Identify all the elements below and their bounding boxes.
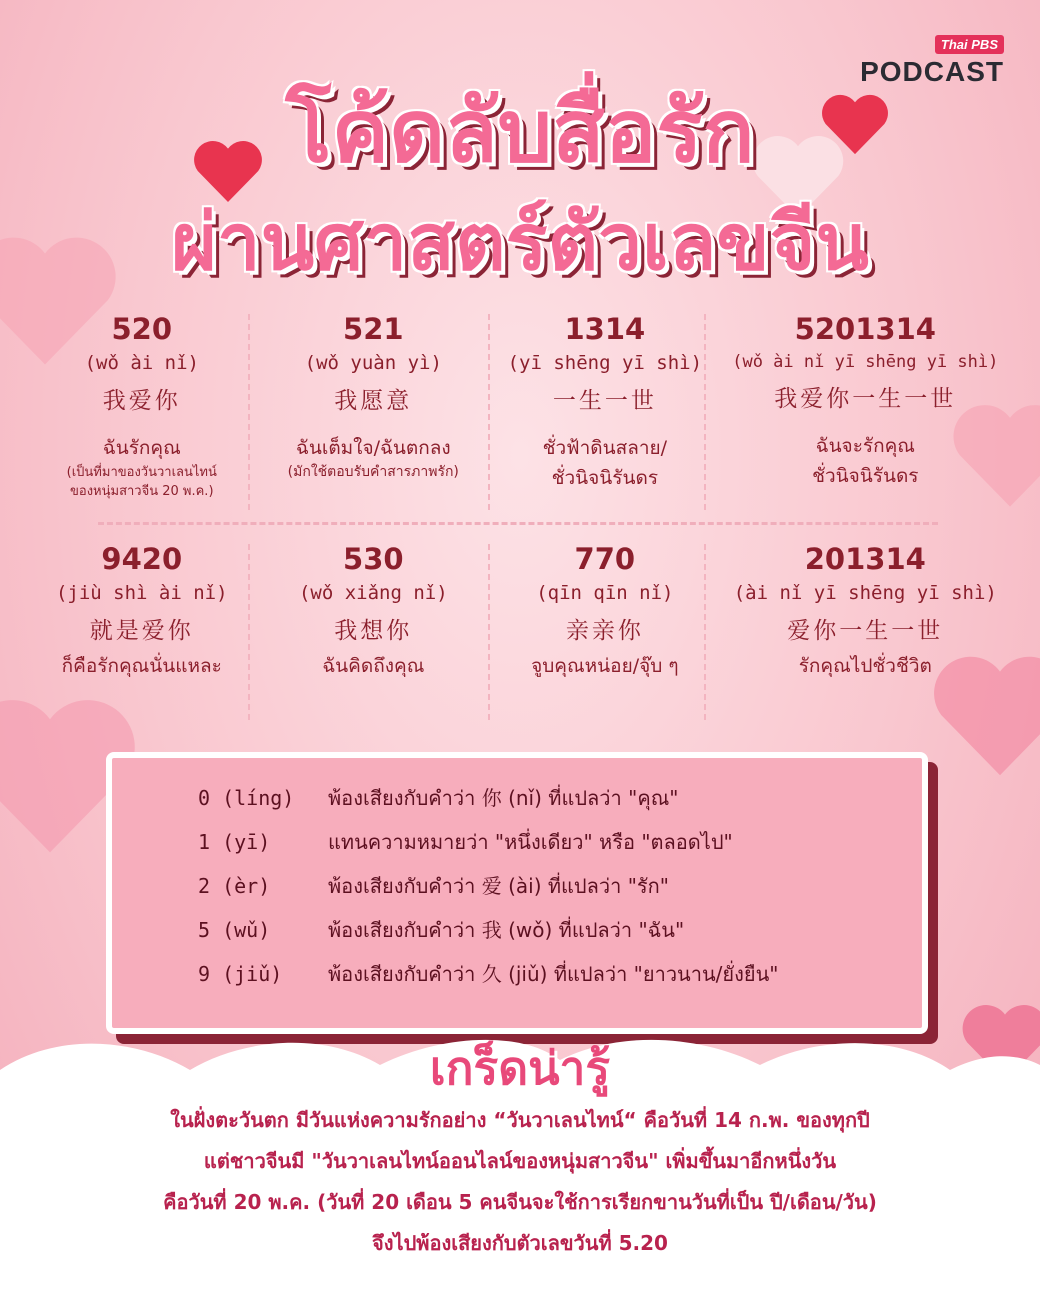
code-row (26, 308, 1010, 516)
code-number: 201314 (804, 542, 926, 576)
code-number: 530 (343, 542, 404, 576)
code-hanzi: 我想你 (334, 618, 413, 644)
code-hanzi: 我爱你 (102, 388, 181, 414)
code-card (721, 538, 1010, 726)
page-title: โค้ดลับสื่อรัก (285, 82, 755, 182)
digit-text: แทนความหมายว่า "หนึ่งเดียว" หรือ "ตลอดไป" (328, 830, 733, 854)
code-pinyin: (wǒ xiǎng nǐ) (298, 582, 448, 604)
code-card (258, 308, 490, 516)
fun-fact-line: แต่ชาวจีนมี "วันวาเลนไทน์ออนไลน์ของหนุ่มสาวจีน" เพิ่มขึ้นมาอีกหนึ่งวัน (203, 1149, 837, 1173)
code-meaning: ฉันเต็มใจ/ฉันตกลง (295, 437, 451, 459)
digit-meanings-panel (106, 752, 928, 1034)
code-meaning: ฉันรักคุณ (102, 437, 181, 459)
code-note: ของหนุ่มสาวจีน 20 พ.ค.) (70, 484, 214, 499)
code-row (26, 538, 1010, 726)
code-hanzi: 我爱你一生一世 (774, 386, 957, 412)
code-meaning-line2: ชั่วนิจนิรันดร (551, 467, 659, 489)
digit-line (112, 776, 922, 820)
divider (488, 544, 490, 720)
fun-fact-line: จึงไปพ้องเสียงกับตัวเลขวันที่ 5.20 (372, 1231, 668, 1255)
code-number: 520 (111, 312, 173, 346)
logo-brand: Thai PBS (935, 35, 1004, 54)
fun-fact-title: เกร็ดน่ารู้ (429, 1041, 611, 1095)
divider (488, 314, 490, 510)
code-pinyin: (jiù shì ài nǐ) (55, 582, 228, 604)
code-hanzi: 我愿意 (334, 388, 413, 414)
code-note: (เป็นที่มาของวันวาเลนไทน์ (66, 465, 217, 480)
code-meaning: รักคุณไปชั่วชีวิต (798, 655, 932, 677)
digit-line (112, 864, 922, 908)
divider (248, 314, 250, 510)
digit-line (112, 820, 922, 864)
digit-label: 5 (wǔ) (198, 918, 271, 942)
code-meaning: ฉันคิดถึงคุณ (322, 655, 425, 677)
code-meaning: ก็คือรักคุณนั่นแหละ (61, 655, 222, 677)
fun-fact-line: คือวันที่ 20 พ.ค. (วันที่ 20 เดือน 5 คนจีนจะใช้การเรียกขานวันที่เป็น ปี/เดือน/วัน) (163, 1190, 877, 1214)
code-hanzi: 一生一世 (552, 388, 657, 414)
code-note: (มักใช้ตอบรับคำสารภาพรัก) (287, 464, 459, 480)
code-pinyin: (wǒ ài nǐ) (84, 352, 199, 374)
divider (98, 522, 938, 525)
digit-text: พ้องเสียงกับคำว่า 久 (jiǔ) ที่แปลว่า "ยาวนาน/ยั่งยืน" (328, 962, 779, 986)
code-hanzi: 亲亲你 (565, 618, 644, 644)
fun-fact-line: ในฝั่งตะวันตก มีวันแห่งความรักอย่าง “วันวาเลนไทน์“ คือวันที่ 14 ก.พ. ของทุกปี (170, 1108, 870, 1132)
divider (248, 544, 250, 720)
code-pinyin: (yī shēng yī shì) (507, 352, 703, 374)
code-number: 521 (343, 312, 404, 346)
digit-line (112, 908, 922, 952)
digit-text: พ้องเสียงกับคำว่า 爱 (ài) ที่แปลว่า "รัก" (328, 874, 669, 898)
digit-label: 0 (líng) (198, 786, 295, 810)
code-hanzi: 爱你一生一世 (787, 618, 944, 644)
code-number: 770 (574, 542, 636, 576)
digit-text: พ้องเสียงกับคำว่า 你 (nǐ) ที่แปลว่า "คุณ" (328, 786, 679, 810)
fun-fact-body (40, 1100, 1000, 1264)
code-card (489, 538, 721, 726)
code-pinyin: (wǒ ài nǐ yī shēng yī shì) (732, 352, 999, 372)
code-card (26, 308, 258, 516)
divider (704, 544, 706, 720)
code-meaning: จูบคุณหน่อย/จุ๊บ ๆ (531, 655, 679, 677)
code-pinyin: (qīn qīn nǐ) (536, 582, 674, 604)
code-number: 9420 (101, 542, 183, 576)
digit-label: 1 (yī) (198, 830, 271, 854)
code-pinyin: (ài nǐ yī shēng yī shì) (733, 582, 997, 604)
code-meaning-line2: ชั่วนิจนิรันดร (812, 465, 919, 487)
code-meaning: ฉันจะรักคุณ (815, 435, 915, 457)
page-subtitle: ผ่านศาสตร์ตัวเลขจีน (171, 198, 869, 288)
logo-name: PODCAST (860, 56, 1004, 87)
code-hanzi: 就是爱你 (89, 618, 194, 644)
digit-label: 9 (jiǔ) (198, 962, 283, 986)
digit-label: 2 (èr) (198, 874, 271, 898)
code-card (721, 308, 1010, 516)
code-grid (26, 308, 1010, 726)
code-number: 5201314 (794, 312, 936, 346)
code-number: 1314 (564, 312, 646, 346)
code-card (489, 308, 721, 516)
digit-line (112, 952, 922, 996)
code-pinyin: (wǒ yuàn yì) (304, 352, 442, 374)
digit-text: พ้องเสียงกับคำว่า 我 (wǒ) ที่แปลว่า "ฉัน" (328, 918, 685, 942)
code-meaning: ชั่วฟ้าดินสลาย/ (542, 437, 668, 459)
divider (704, 314, 706, 510)
code-card (26, 538, 258, 726)
code-card (258, 538, 490, 726)
